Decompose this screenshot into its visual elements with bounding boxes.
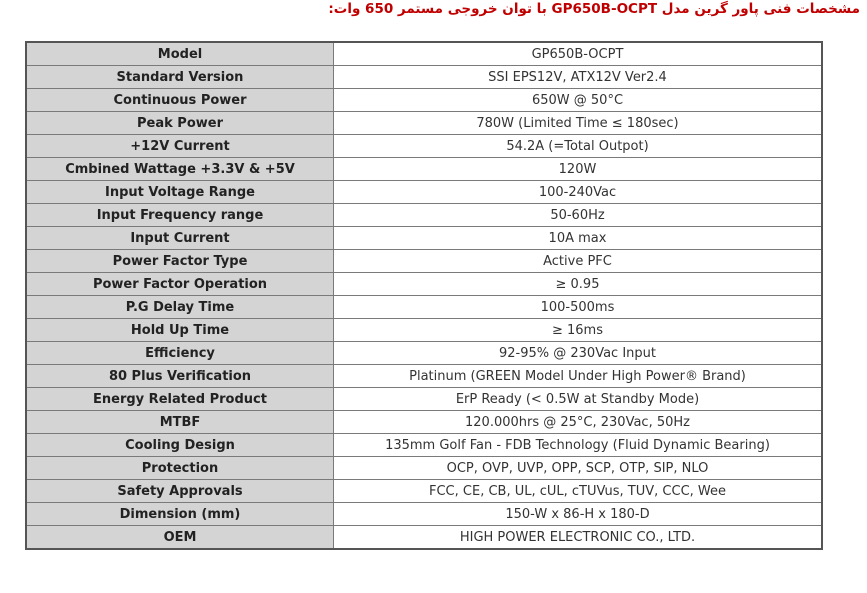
spec-row (26, 296, 822, 319)
spec-row (26, 158, 822, 181)
spec-label: Safety Approvals (26, 480, 334, 503)
spec-value: 50-60Hz (334, 204, 823, 227)
spec-value: 54.2A (=Total Outpot) (334, 135, 823, 158)
spec-value: ErP Ready (< 0.5W at Standby Mode) (334, 388, 823, 411)
spec-row (26, 204, 822, 227)
spec-row (26, 526, 822, 550)
spec-label: Efficiency (26, 342, 334, 365)
spec-row (26, 319, 822, 342)
specs-table-body (26, 42, 822, 549)
spec-row (26, 135, 822, 158)
specs-table (25, 41, 823, 550)
spec-row (26, 457, 822, 480)
spec-value: 650W @ 50°C (334, 89, 823, 112)
spec-label: 80 Plus Verification (26, 365, 334, 388)
spec-label: Power Factor Type (26, 250, 334, 273)
spec-value: 10A max (334, 227, 823, 250)
spec-label: Continuous Power (26, 89, 334, 112)
spec-value: SSI EPS12V, ATX12V Ver2.4 (334, 66, 823, 89)
spec-value: Active PFC (334, 250, 823, 273)
spec-row (26, 42, 822, 66)
spec-value: 92-95% @ 230Vac Input (334, 342, 823, 365)
spec-row (26, 66, 822, 89)
spec-row (26, 250, 822, 273)
spec-label: Model (26, 42, 334, 66)
spec-label: Energy Related Product (26, 388, 334, 411)
spec-row (26, 89, 822, 112)
spec-value: GP650B-OCPT (334, 42, 823, 66)
spec-label: Cooling Design (26, 434, 334, 457)
spec-row (26, 480, 822, 503)
spec-row (26, 273, 822, 296)
spec-row (26, 503, 822, 526)
spec-value: 100-240Vac (334, 181, 823, 204)
spec-value: FCC, CE, CB, UL, cUL, cTUVus, TUV, CCC, Wee (334, 480, 823, 503)
spec-label: Power Factor Operation (26, 273, 334, 296)
spec-label: P.G Delay Time (26, 296, 334, 319)
spec-value: 120.000hrs @ 25°C, 230Vac, 50Hz (334, 411, 823, 434)
spec-value: 100-500ms (334, 296, 823, 319)
spec-row (26, 411, 822, 434)
spec-label: +12V Current (26, 135, 334, 158)
spec-label: Input Frequency range (26, 204, 334, 227)
spec-label: OEM (26, 526, 334, 550)
spec-row (26, 365, 822, 388)
spec-value: HIGH POWER ELECTRONIC CO., LTD. (334, 526, 823, 550)
spec-value: 780W (Limited Time ≤ 180sec) (334, 112, 823, 135)
spec-label: Input Current (26, 227, 334, 250)
spec-label: Protection (26, 457, 334, 480)
page-heading: مشخصات فنی پاور گرین مدل GP650B-OCPT با توان خروجی مستمر 650 وات: (328, 1, 860, 17)
spec-value: Platinum (GREEN Model Under High Power® Brand) (334, 365, 823, 388)
spec-value: 120W (334, 158, 823, 181)
spec-label: Dimension (mm) (26, 503, 334, 526)
spec-row (26, 227, 822, 250)
spec-value: ≥ 0.95 (334, 273, 823, 296)
spec-label: MTBF (26, 411, 334, 434)
spec-value: 135mm Golf Fan - FDB Technology (Fluid Dynamic Bearing) (334, 434, 823, 457)
spec-value: OCP, OVP, UVP, OPP, SCP, OTP, SIP, NLO (334, 457, 823, 480)
spec-label: Cmbined Wattage +3.3V & +5V (26, 158, 334, 181)
spec-value: 150-W x 86-H x 180-D (334, 503, 823, 526)
spec-value: ≥ 16ms (334, 319, 823, 342)
spec-label: Peak Power (26, 112, 334, 135)
spec-row (26, 112, 822, 135)
spec-row (26, 434, 822, 457)
spec-label: Input Voltage Range (26, 181, 334, 204)
spec-label: Hold Up Time (26, 319, 334, 342)
spec-label: Standard Version (26, 66, 334, 89)
spec-row (26, 388, 822, 411)
spec-row (26, 342, 822, 365)
spec-row (26, 181, 822, 204)
